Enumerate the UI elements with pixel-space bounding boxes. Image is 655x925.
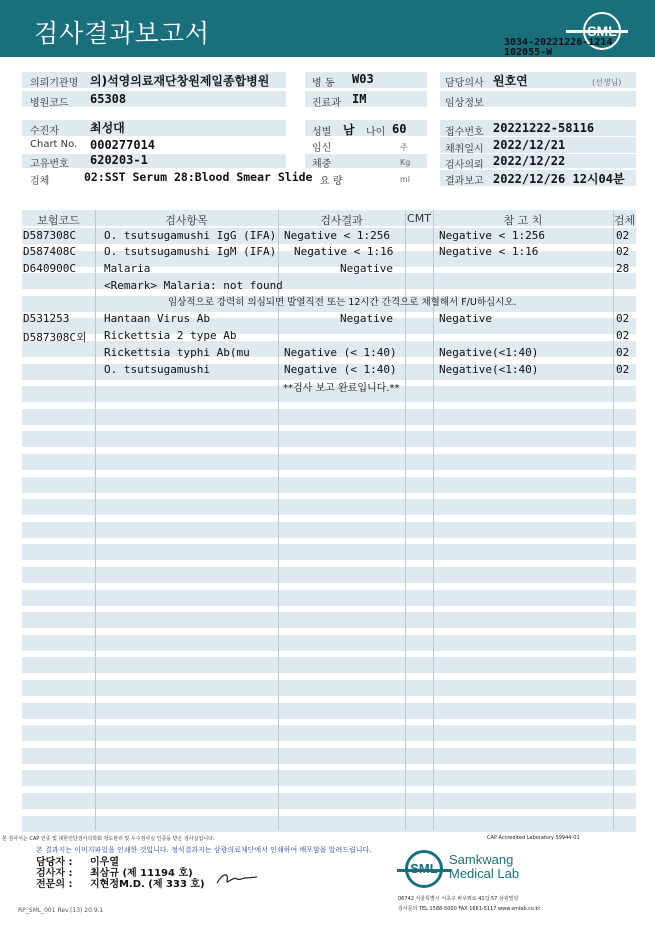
- collect-label: 채취일시: [445, 144, 484, 155]
- col-specimen-header: 검체: [613, 214, 636, 227]
- specimen-label: 검체: [30, 176, 50, 187]
- table-stripe: [22, 567, 636, 583]
- brand-name: [449, 853, 519, 881]
- weight-unit: Kg: [400, 158, 411, 167]
- doctor-value: 원호연: [493, 74, 528, 88]
- table-header: [22, 210, 636, 226]
- specialist-label: 전문의 :: [36, 879, 73, 890]
- age-label: 나이: [366, 127, 386, 138]
- cell-result: Negative: [340, 312, 393, 325]
- table-stripe: [22, 635, 636, 651]
- cell-item: Rickettsia 2 type Ab: [104, 329, 237, 342]
- cell-item: O. tsutsugamushi IgM (IFA): [104, 245, 277, 258]
- contact: 검사문의 TEL 1588-5000 FAX 1661-5117 www.smlab.co.kr: [398, 906, 541, 912]
- cell-ref: Negative(<1:40): [439, 363, 539, 376]
- table-stripe: [22, 499, 636, 515]
- end-note: **검사 보고 완료입니다.**: [283, 383, 400, 394]
- recipient-row-bg: [22, 120, 286, 136]
- table-stripe: [22, 703, 636, 719]
- table-stripe: [22, 590, 636, 606]
- col-cmt-header: CMT: [407, 212, 431, 225]
- specimen-value: 02:SST Serum 28:Blood Smear Slide: [84, 170, 313, 184]
- table-stripe: [22, 680, 636, 696]
- footer-logo-text: SML: [410, 861, 438, 876]
- cell-ref: Negative(<1:40): [439, 346, 539, 359]
- examiner-label: 검사자 :: [36, 868, 73, 879]
- pregnancy-unit: 주: [400, 143, 408, 152]
- cell-code: D587308C: [23, 229, 76, 242]
- report-label: 결과보고: [445, 176, 484, 187]
- ward-value: W03: [352, 72, 374, 86]
- urine-unit: ml: [400, 175, 411, 184]
- cell-item: <Remark> Malaria: not found: [104, 279, 283, 292]
- recipient-label: 수진자: [30, 126, 59, 137]
- cell-ref: Negative < 1:256: [439, 229, 545, 242]
- ward-label: 병 동: [312, 78, 335, 89]
- hospital-code-value: 65308: [90, 92, 127, 106]
- table-stripe: [22, 816, 636, 832]
- hospital-code-label: 병원코드: [30, 98, 69, 109]
- receipt-value: 20221222-58116: [493, 121, 595, 135]
- cert-left: 본 검사서는 CAP 인증 및 대한진단검사의학회 정도관리 및 우수검사실 인증을 받은 검사실입니다.: [2, 836, 215, 842]
- signature-icon: [215, 870, 259, 886]
- document-id-line2: 102055-W: [504, 47, 553, 58]
- table-stripe: [22, 725, 636, 741]
- table-stripe: [22, 748, 636, 764]
- table-stripe: [22, 657, 636, 673]
- cert-right: CAP Accredited Laboratory 59944-01: [487, 835, 580, 841]
- document-id: [504, 38, 644, 58]
- cell-specimen: 28: [616, 262, 630, 275]
- table-stripe: [22, 612, 636, 628]
- cell-item: O. tsutsugamushi IgG (IFA): [104, 229, 277, 242]
- cell-result: Negative: [340, 262, 393, 275]
- cell-specimen: 02: [616, 363, 630, 376]
- form-id: RP_SML_001 Rev.(13) 20.9.1: [18, 907, 104, 914]
- sex-value: 남: [343, 123, 355, 137]
- weight-label: 체중: [312, 159, 332, 170]
- cell-result: Negative < 1:256: [284, 229, 390, 242]
- sex-label: 성별: [312, 127, 332, 138]
- address: 06742 서울특별시 서초구 바우뫼로 41길 57 삼광빌딩: [398, 896, 519, 902]
- table-stripe: [22, 477, 636, 493]
- sml-footer-logo-icon: [405, 850, 443, 888]
- request-label: 검사의뢰: [445, 160, 484, 171]
- cell-result: Negative (< 1:40): [284, 346, 397, 359]
- clinical-label: 임상정보: [445, 98, 484, 109]
- col-result-header: 검사결과: [320, 214, 363, 227]
- cell-specimen: 02: [616, 229, 630, 242]
- cell-code: D640900C: [23, 262, 76, 275]
- col-divider: [95, 210, 96, 830]
- cell-specimen: 02: [616, 346, 630, 359]
- table-stripe: [22, 544, 636, 560]
- cell-item: Rickettsia typhi Ab(mu: [104, 346, 250, 359]
- manager-value: 이우열: [90, 857, 119, 868]
- chart-label: Chart No.: [30, 139, 78, 150]
- col-divider: [613, 210, 614, 830]
- manager-label: 담당자 :: [36, 857, 73, 868]
- unique-value: 620203-1: [90, 153, 148, 167]
- dept-value: IM: [352, 92, 367, 106]
- urine-label: 요 량: [320, 176, 343, 187]
- table-stripe: [22, 770, 636, 786]
- request-value: 2022/12/22: [493, 154, 566, 168]
- cell-specimen: 02: [616, 312, 630, 325]
- dept-label: 진료과: [312, 98, 341, 109]
- table-stripe: [22, 409, 636, 425]
- cell-code: D587408C: [23, 245, 76, 258]
- cell-item: O. tsutsugamushi: [104, 363, 210, 376]
- cell-item: Malaria: [104, 262, 151, 275]
- unique-label: 고유번호: [30, 159, 69, 170]
- table-stripe: [22, 454, 636, 470]
- table-stripe: [22, 522, 636, 538]
- logo-text: SML: [587, 23, 617, 39]
- cell-ref: Negative < 1:16: [439, 245, 539, 258]
- receipt-label: 접수번호: [445, 127, 484, 138]
- cell-item: Hantaan Virus Ab: [104, 312, 210, 325]
- cell-specimen: 02: [616, 329, 630, 342]
- col-item-header: 검사항목: [165, 214, 208, 227]
- col-ref-header: 참 고 치: [503, 214, 543, 227]
- institution-value: 의)석영의료재단창원제일종합병원: [90, 74, 270, 88]
- report-title: 검사결과보고서: [34, 19, 211, 48]
- cell-result: Negative (< 1:40): [284, 363, 397, 376]
- chart-value: 000277014: [90, 138, 156, 152]
- report-value: 2022/12/26 12시04분: [493, 172, 625, 186]
- cell-ref: Negative: [439, 312, 492, 325]
- doctor-note: (선생님): [592, 78, 622, 87]
- image-notice: 본 결과지는 이미지파일을 인쇄한 것입니다. 정식결과지는 삼광의료재단에서 인쇄하여 배포함을 알려드립니다.: [36, 846, 372, 854]
- brand-line1: Samkwang: [449, 852, 514, 867]
- specialist-value: 지현정M.D. (제 333 호): [90, 879, 205, 890]
- collect-value: 2022/12/21: [493, 138, 566, 152]
- cell-code: D587308C외: [23, 331, 87, 344]
- age-value: 60: [392, 122, 407, 136]
- doctor-label: 담당의사: [445, 78, 484, 89]
- pregnancy-label: 임신: [312, 143, 332, 154]
- cell-result: Negative < 1:16: [294, 245, 394, 258]
- recipient-value: 최성대: [90, 121, 125, 135]
- table-stripe: [22, 793, 636, 809]
- cell-code: D531253: [23, 312, 70, 325]
- examiner-value: 최삼규 (제 11194 호): [90, 868, 193, 879]
- table-stripe: [22, 431, 636, 447]
- malaria-note: 임상적으로 강력히 의심되면 발열직전 또는 12시간 간격으로 채혈해서 F/U하십시오.: [168, 297, 517, 308]
- document-id-line1: 3034-20221226-1214: [504, 37, 613, 48]
- institution-label: 의뢰기관명: [30, 78, 79, 89]
- brand-line2: Medical Lab: [449, 866, 520, 881]
- cell-specimen: 02: [616, 245, 630, 258]
- col-code-header: 보험코드: [37, 214, 80, 227]
